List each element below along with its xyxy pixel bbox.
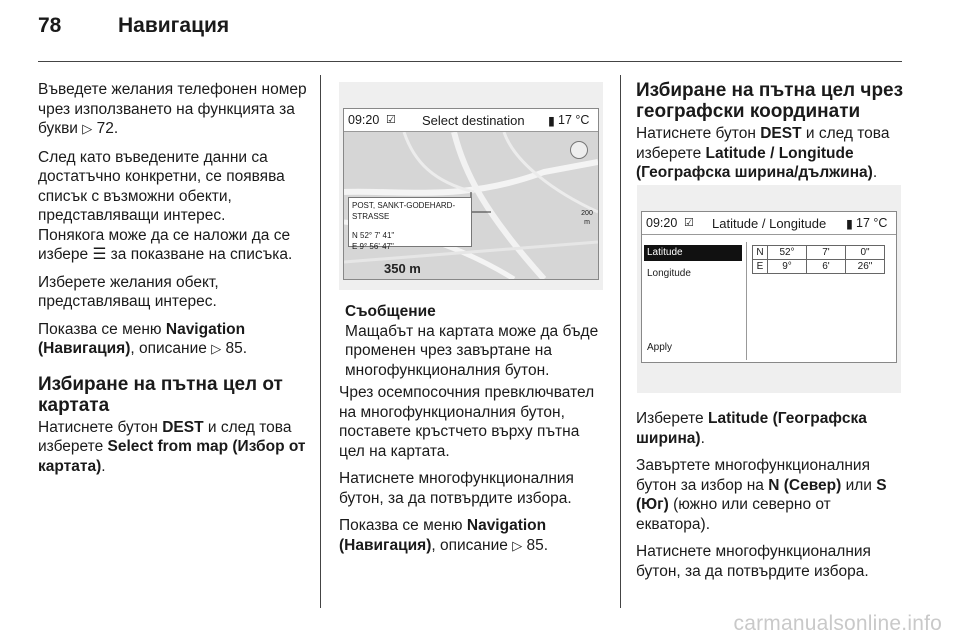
screen-status-bar	[642, 212, 896, 235]
apply-button[interactable]: Apply	[647, 342, 673, 353]
coordinates-screenshot	[637, 185, 901, 393]
xref-arrow-icon: ▷	[211, 342, 222, 357]
right-column-bottom	[636, 409, 908, 589]
latitude-text: N 52° 7' 41"	[352, 231, 395, 240]
section-heading: Избиране на пътна цел чрез географски координати	[636, 80, 904, 122]
note-body: Мащабът на картата може да бъде променен чрез завъртане на многофункционалния бутон.	[345, 322, 599, 379]
table-cell[interactable]: E	[753, 260, 768, 274]
paragraph: Натиснете многофункционалния бутон, за да потвърдите избора.	[636, 543, 871, 580]
table-cell[interactable]: 0"	[846, 246, 885, 260]
paragraph: Натиснете многофункционалния бутон, за да потвърдите избора.	[339, 470, 574, 507]
screen-title: Select destination	[422, 113, 525, 128]
location-info-box	[348, 197, 472, 251]
page-title: Навигация	[118, 14, 230, 37]
screen-temperature: 17 °C	[558, 113, 590, 127]
table-row	[753, 260, 885, 274]
left-column	[38, 80, 308, 484]
coordinate-table	[752, 245, 885, 274]
display-screen	[343, 108, 599, 280]
thermometer-icon: ▮	[548, 114, 555, 128]
middle-column-text	[339, 383, 609, 564]
page-number: 78	[38, 14, 62, 37]
screen-temperature: 17 °C	[856, 216, 888, 230]
display-screen	[641, 211, 897, 363]
right-column-top	[636, 70, 908, 191]
screen-title: Latitude / Longitude	[712, 216, 827, 231]
address-text: POST, SANKT-GODEHARD-STRASSE	[352, 201, 456, 221]
paragraph: Завъртете многофункционалния бутон за избор на N (Север) или S (Юг) (южно или северно от екватора).	[636, 457, 887, 533]
screen-time: 09:20	[348, 113, 380, 127]
column-divider-right	[620, 75, 621, 608]
scale-label: 350 m	[384, 261, 421, 276]
menu-item-longitude[interactable]: Longitude	[647, 268, 691, 279]
longitude-text: E 9° 56' 47"	[352, 242, 394, 251]
paragraph: Въведете желания телефонен номер чрез използването на функцията за букви ▷ 72.	[38, 81, 307, 137]
map-screenshot	[339, 82, 603, 290]
paragraph: След като въведените данни са достатъчно конкретни, се появява списък с възможни обекти, представляващи интерес.	[38, 148, 285, 224]
middle-note	[345, 302, 607, 380]
xref-arrow-icon: ▷	[512, 538, 523, 554]
paragraph: Изберете желания обект, представляващ интерес.	[38, 273, 219, 310]
xref-arrow-icon: ▷	[82, 122, 93, 137]
paragraph: Показва се меню Navigation (Навигация), описание ▷ 85.	[339, 517, 549, 554]
paragraph: Натиснете бутон DEST и след това изберете Latitude / Longitude (Географска ширина/дължина).	[636, 125, 890, 181]
thermometer-icon: ▮	[846, 217, 853, 231]
table-cell[interactable]: 9°	[768, 260, 807, 274]
screen-time: 09:20	[646, 216, 678, 230]
table-cell[interactable]: N	[753, 246, 768, 260]
check-icon: ☑	[386, 114, 396, 126]
paragraph: Изберете Latitude (Географска ширина).	[636, 410, 867, 447]
zoom-scale-label: 200 m	[581, 210, 593, 226]
table-cell[interactable]: 6'	[807, 260, 846, 274]
screen-status-bar	[344, 109, 598, 132]
screen-divider	[746, 242, 747, 360]
check-icon: ☑	[684, 217, 694, 229]
compass-icon	[570, 141, 588, 159]
paragraph: Натиснете бутон DEST и след това изберете Select from map (Избор от картата).	[38, 418, 306, 475]
table-cell[interactable]: 52°	[768, 246, 807, 260]
note-heading: Съобщение	[345, 303, 436, 320]
header-divider	[38, 61, 902, 62]
paragraph: Показва се меню Navigation (Навигация), описание ▷ 85.	[38, 320, 248, 357]
table-cell[interactable]: 7'	[807, 246, 846, 260]
section-heading: Избиране на пътна цел от картата	[38, 373, 283, 416]
list-icon: ☰	[92, 246, 107, 263]
table-cell[interactable]: 26"	[846, 260, 885, 274]
paragraph: Понякога може да се наложи да се избере ☰ за показване на списъка.	[38, 226, 293, 263]
paragraph: Чрез осемпосочния превключвател на многофункционалния бутон, поставете кръстчето върху пътна цел на картата.	[339, 384, 595, 460]
watermark: carmanualsonline.info	[733, 612, 942, 635]
menu-item-latitude[interactable]: Latitude	[644, 245, 742, 261]
table-row	[753, 246, 885, 260]
column-divider-left	[320, 75, 321, 608]
